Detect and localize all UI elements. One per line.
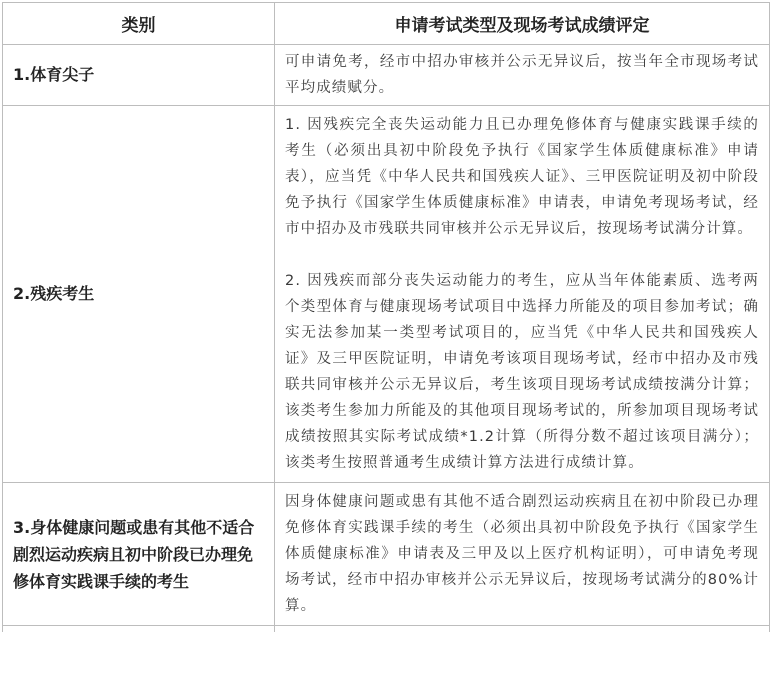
rule-cell	[275, 106, 770, 483]
rule-paragraph: 因身体健康问题或患有其他不适合剧烈运动疾病且在初中阶段已办理免修体育实践课手续的考生（必须出具初中阶段免予执行《国家学生体质健康标准》申请表及三甲及以上医疗机构证明），可申请免考现场考试，经市中招办审核并公示无异议后，按现场考试满分的80%计算。	[285, 494, 759, 614]
cutoff-cell	[275, 626, 770, 633]
rule-cell	[275, 45, 770, 106]
rule-cell	[275, 483, 770, 626]
rule-paragraph: 1. 因残疾完全丧失运动能力且已办理免修体育与健康实践课手续的考生（必须出具初中阶段免予执行《国家学生体质健康标准》申请表），应当凭《中华人民共和国残疾人证》、三甲医院证明及初中阶段免予执行《国家学生体质健康标准》申请表，申请免考现场考试，经市中招办及市残联共同审核并公示无异议后，按现场考试满分计算。	[285, 117, 759, 237]
table-row	[3, 106, 770, 483]
header-rules: 申请考试类型及现场考试成绩评定	[275, 3, 770, 45]
rule-paragraph: 2. 因残疾而部分丧失运动能力的考生，应从当年体能素质、选考两个类型体育与健康现场考试项目中选择力所能及的项目参加考试；确实无法参加某一类型考试项目的，应当凭《中华人民共和国残疾人证》及三甲医院证明，申请免考该项目现场考试，经市中招办及市残联共同审核并公示无异议后，考生该项目现场考试成绩按满分计算；该类考生参加力所能及的其他项目现场考试的，所参加项目现场考试成绩按照其实际考试成绩*1.2计算（所得分数不超过该项目满分）；该类考生按照普通考生成绩计算方法进行成绩计算。	[285, 273, 759, 471]
table-row	[3, 45, 770, 106]
header-category: 类别	[3, 3, 275, 45]
table-row	[3, 483, 770, 626]
rule-paragraph: 可申请免考，经市中招办审核并公示无异议后，按当年全市现场考试平均成绩赋分。	[285, 54, 759, 96]
category-cell: 2.残疾考生	[3, 106, 275, 483]
exam-rules-table	[2, 2, 770, 632]
table-row-cutoff	[3, 626, 770, 633]
table-header-row	[3, 3, 770, 45]
paragraph-gap	[285, 242, 759, 268]
category-cell: 1.体育尖子	[3, 45, 275, 106]
category-cell: 3.身体健康问题或患有其他不适合剧烈运动疾病且初中阶段已办理免修体育实践课手续的考生	[3, 483, 275, 626]
cutoff-cell	[3, 626, 275, 633]
